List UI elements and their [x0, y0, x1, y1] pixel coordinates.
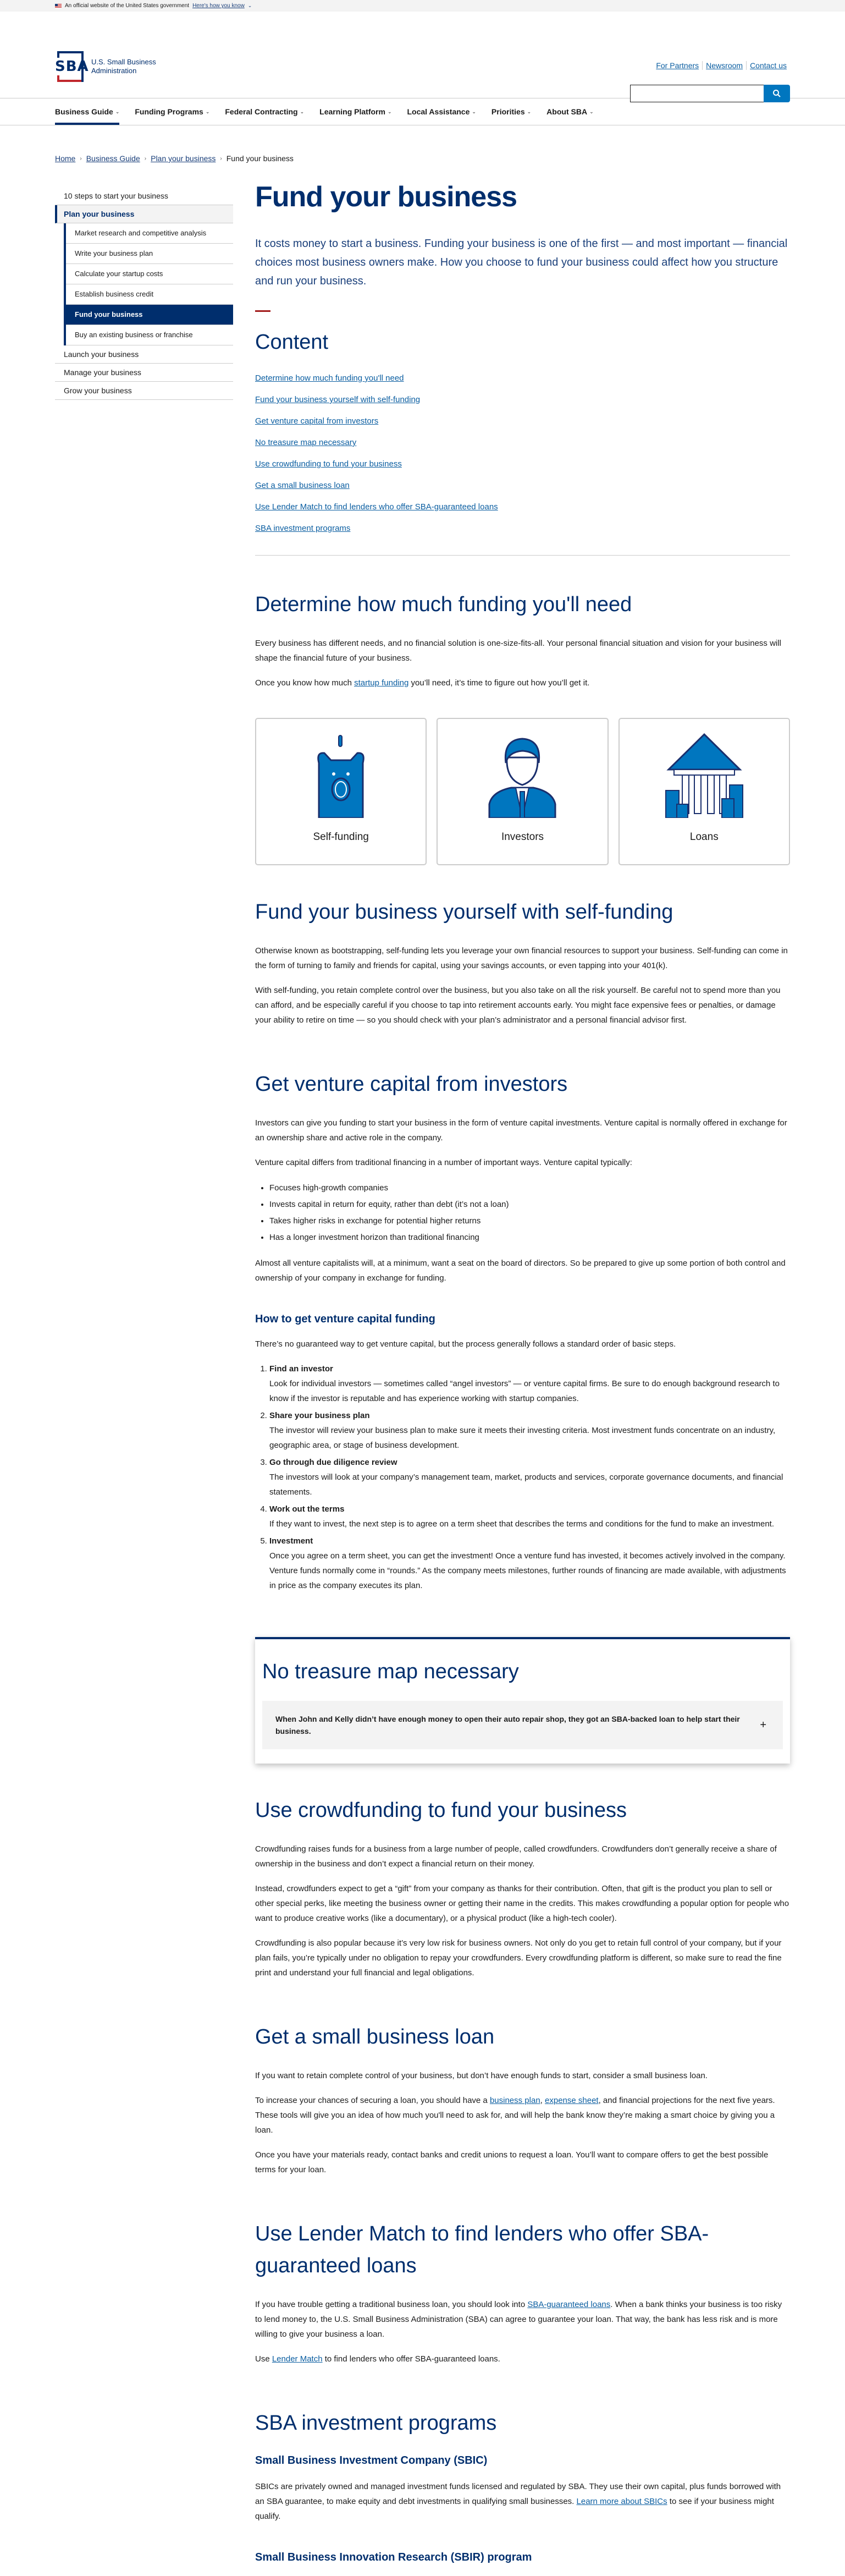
list-item: • Takes higher risks in exchange for potential higher returns	[269, 1213, 790, 1229]
startup-funding-link[interactable]: startup funding	[354, 678, 409, 688]
section-title: Fund your business yourself with self-funding	[255, 900, 673, 924]
for-partners-link[interactable]: For Partners	[656, 61, 699, 70]
heres-how-you-know-link[interactable]: Here's how you know	[192, 3, 245, 9]
sidenav-market-research[interactable]: Market research and competitive analysis	[66, 223, 233, 244]
story-accordion[interactable]	[262, 1701, 783, 1749]
paragraph: Once you know how much startup funding you’ll need, it’s time to figure out how you’ll get it.	[255, 678, 590, 688]
toc-link[interactable]: No treasure map necessary	[255, 438, 357, 447]
card-investors[interactable]	[437, 718, 608, 865]
toc-title: Content	[255, 331, 329, 354]
nav-federal-contracting[interactable]: Federal Contracting ⌄	[225, 107, 305, 116]
sba-logo-text: U.S. Small Business Administration	[91, 58, 156, 75]
sidenav-buy-existing-business[interactable]: Buy an existing business or franchise	[66, 325, 233, 345]
nav-learning-platform[interactable]: Learning Platform ⌄	[319, 107, 392, 116]
success-story-callout	[255, 1637, 790, 1764]
list-item: • Focuses high-growth companies	[269, 1180, 790, 1196]
breadcrumb-home[interactable]: Home	[55, 154, 76, 163]
business-plan-link[interactable]: business plan	[489, 2096, 540, 2105]
main-content	[255, 169, 790, 2576]
funding-cards	[255, 718, 790, 865]
sidenav-write-business-plan[interactable]: Write your business plan	[66, 244, 233, 264]
list-item: • Invests capital in return for equity, rather than debt (it’s not a loan)	[269, 1196, 790, 1213]
sidenav-10-steps[interactable]: 10 steps to start your business	[55, 187, 233, 205]
chevron-down-icon: ⌄	[589, 108, 594, 114]
sba-logo[interactable]	[55, 51, 156, 82]
step-item: 2. Share your business plan The investor will review your business plan to make sure it meets their investing criteria. Most investment funds concentrate on an industry, geographic area, or stage of business development.	[269, 1408, 790, 1453]
us-flag-icon	[55, 4, 62, 8]
sidenav-grow[interactable]: Grow your business	[55, 382, 233, 400]
red-divider	[255, 310, 270, 312]
search-form	[630, 85, 790, 102]
card-self-funding[interactable]	[255, 718, 427, 865]
chevron-right-icon: ›	[80, 155, 82, 162]
callout-title: No treasure map necessary	[262, 1660, 519, 1683]
section-lender-match	[255, 2187, 790, 2366]
section-title: Use crowdfunding to fund your business	[255, 1799, 627, 1822]
sidenav-plan-your-business[interactable]: Plan your business	[55, 205, 233, 223]
search-icon	[772, 89, 781, 98]
search-button[interactable]	[764, 85, 790, 102]
sidenav-launch[interactable]: Launch your business	[55, 345, 233, 364]
section-small-business-loan	[255, 1990, 790, 2177]
paragraph: Instead, crowdfunders expect to get a “gift” from your company as thanks for their contribution. Often, that gift is the product you plan to sell or other special perks, like meeting the business owner or getting their name in the credits. This makes crowdfunding a popular option for people who want to produce creative works (like a documentary), or a physical product (like a high-tech cooler).	[255, 1884, 789, 1923]
bank-building-icon	[655, 730, 754, 818]
subsection-title: How to get venture capital funding	[255, 1313, 435, 1325]
newsroom-link[interactable]: Newsroom	[702, 61, 746, 70]
paragraph: There’s no guaranteed way to get venture capital, but the process generally follows a standard order of basic steps.	[255, 1339, 676, 1349]
sidenav-business-credit[interactable]: Establish business credit	[66, 284, 233, 305]
accordion-text: When John and Kelly didn’t have enough money to open their auto repair shop, they got an SBA-backed loan to help start their business.	[275, 1715, 740, 1735]
side-nav	[55, 187, 233, 2576]
lender-match-link[interactable]: Lender Match	[272, 2354, 323, 2364]
chevron-down-icon: ⌄	[247, 3, 252, 8]
nav-funding-programs[interactable]: Funding Programs ⌄	[135, 107, 210, 116]
toc-link[interactable]: Get a small business loan	[255, 481, 350, 490]
list-item: • Has a longer investment horizon than traditional financing	[269, 1229, 790, 1246]
step-item: 3. Go through due diligence review The investors will look at your company’s management team, market, products and services, corporate governance documents, and financial statements.	[269, 1455, 790, 1500]
toc-link[interactable]: Determine how much funding you'll need	[255, 374, 404, 383]
chevron-down-icon: ⌄	[300, 108, 305, 114]
paragraph: With self-funding, you retain complete control over the business, but you also take on all the risk yourself. Be careful not to spend more than you can afford, and be especially careful if you choose to tap into retirement accounts early. You might face expensive fees or penalties, or damage your ability to retire on time — so you should check with your plan’s administrator and a personal financial advisor first.	[255, 986, 781, 1025]
nav-business-guide[interactable]: Business Guide ⌄	[55, 98, 119, 125]
gov-banner-text: An official website of the United States government	[65, 3, 190, 9]
section-title: Use Lender Match to find lenders who offer SBA-guaranteed loans	[255, 2222, 709, 2277]
learn-more-sbics-link[interactable]: Learn more about SBICs	[576, 2497, 667, 2506]
section-title: Determine how much funding you'll need	[255, 593, 632, 616]
section-title: Get venture capital from investors	[255, 1073, 568, 1096]
sidenav-manage[interactable]: Manage your business	[55, 364, 233, 382]
paragraph: Otherwise known as bootstrapping, self-funding lets you leverage your own financial resources to support your business. Self-funding can come in the form of turning to family and friends for capital, using your savings accounts, or even tapping into your 401(k).	[255, 946, 788, 970]
sba-logo-mark: SBA	[55, 51, 87, 82]
chevron-down-icon: ⌄	[472, 108, 476, 114]
paragraph: Almost all venture capitalists will, at a minimum, want a seat on the board of directors. So be prepared to give up some portion of both control and ownership of your company in exchange for funding.	[255, 1259, 786, 1283]
paragraph: Investors can give you funding to start your business in the form of venture capital investments. Venture capital is normally offered in exchange for an ownership share and active role in the company.	[255, 1118, 787, 1143]
card-label: Self-funding	[313, 831, 369, 843]
chevron-right-icon: ›	[220, 155, 222, 162]
section-investment-programs	[255, 2376, 790, 2564]
step-item: 1. Find an investor Look for individual investors — sometimes called “angel investors” — or venture capital firms. Be sure to do enough background research to know if the investor is reputable and has experience working with startup companies.	[269, 1361, 790, 1406]
chevron-right-icon: ›	[144, 155, 147, 162]
breadcrumb	[0, 125, 845, 169]
sba-guaranteed-loans-link[interactable]: SBA-guaranteed loans	[527, 2300, 611, 2309]
plus-icon[interactable]: +	[760, 1718, 766, 1731]
chevron-down-icon: ⌄	[527, 108, 532, 114]
contact-us-link[interactable]: Contact us	[746, 61, 790, 70]
step-item: 5. Investment Once you agree on a term sheet, you can get the investment! Once a venture fund has invested, it becomes actively involved in the company. Venture funds normally come in “rounds.” As the company meets milestones, further rounds of financing are made available, with adjustments in price as the company executes its plan.	[269, 1534, 790, 1593]
section-self-funding	[255, 865, 790, 1028]
toc-link[interactable]: Use Lender Match to find lenders who offer SBA-guaranteed loans	[255, 502, 498, 512]
main-nav	[0, 98, 845, 125]
toc-link[interactable]: Fund your business yourself with self-funding	[255, 395, 421, 404]
page-title: Fund your business	[255, 181, 517, 213]
search-input[interactable]	[630, 85, 764, 102]
toc-link[interactable]: Get venture capital from investors	[255, 416, 379, 426]
nav-about-sba[interactable]: About SBA ⌄	[546, 107, 594, 116]
chevron-down-icon: ⌄	[387, 108, 392, 114]
chevron-down-icon: ⌄	[205, 108, 210, 114]
gov-banner	[0, 0, 845, 12]
sbir-title: Small Business Innovation Research (SBIR) program	[255, 2551, 532, 2563]
section-title: Get a small business loan	[255, 2025, 495, 2048]
breadcrumb-business-guide[interactable]: Business Guide	[86, 154, 140, 163]
section-crowdfunding	[255, 1764, 790, 1980]
paragraph: SBICs are privately owned and managed investment funds licensed and regulated by SBA. They use their own capital, plus funds borrowed with an SBA guarantee, to make equity and debt investments in qualifying small businesses. Learn more about SBICs to see if your business might qualify.	[255, 2482, 781, 2521]
piggy-bank-icon	[291, 730, 390, 818]
lead-paragraph: It costs money to start a business. Funding your business is one of the first — and most important — financial choices most business owners make. How you choose to fund your business could affect how you structure and run your business.	[255, 238, 788, 287]
step-item: 4. Work out the terms If they want to invest, the next step is to agree on a term sheet that describes the terms and conditions for the fund to make an investment.	[269, 1502, 790, 1531]
paragraph: Crowdfunding is also popular because it’s very low risk for business owners. Not only do you get to retain full control of your company, but if your plan fails, you’re typically under no obligation to repay your crowdfunders. Every crowdfunding platform is different, so make sure to read the fine print and understand your full financial and legal obligations.	[255, 1938, 782, 1978]
card-loans[interactable]	[618, 718, 790, 865]
paragraph: To increase your chances of securing a loan, you should have a business plan, expense sheet, and financial projections for the next five years. These tools will give you an idea of how much you'll need to ask for, and will help the bank know they’re making a smart choice by giving you a loan.	[255, 2096, 775, 2135]
breadcrumb-current: Fund your business	[226, 154, 294, 163]
card-label: Investors	[501, 831, 544, 843]
vc-steps-list	[255, 1361, 790, 1593]
paragraph: Venture capital differs from traditional financing in a number of important ways. Venture capital typically:	[255, 1158, 632, 1167]
paragraph: Once you have your materials ready, contact banks and credit unions to request a loan. You’ll want to compare offers to get the best possible terms for your loan.	[255, 2150, 769, 2174]
section-determine	[255, 555, 790, 865]
paragraph: Use Lender Match to find lenders who offer SBA-guaranteed loans.	[255, 2354, 500, 2364]
paragraph: If you want to retain complete control of your business, but don’t have enough funds to start, consider a small business loan.	[255, 2071, 708, 2080]
nav-priorities[interactable]: Priorities ⌄	[491, 107, 532, 116]
sidenav-startup-costs[interactable]: Calculate your startup costs	[66, 264, 233, 284]
breadcrumb-plan-your-business[interactable]: Plan your business	[151, 154, 216, 163]
section-venture-capital	[255, 1037, 790, 1593]
toc-link[interactable]: Use crowdfunding to fund your business	[255, 459, 402, 469]
table-of-contents	[255, 374, 790, 533]
nav-local-assistance[interactable]: Local Assistance ⌄	[407, 107, 476, 116]
utility-links	[653, 61, 790, 70]
sbic-title: Small Business Investment Company (SBIC)	[255, 2454, 488, 2467]
investor-person-icon	[473, 730, 572, 818]
card-label: Loans	[689, 831, 719, 843]
site-header	[0, 12, 845, 98]
paragraph: Every business has different needs, and no financial solution is one-size-fits-all. Your personal financial situation and vision for your business will shape the financial future of your business.	[255, 639, 781, 663]
vc-bullet-list	[255, 1180, 790, 1246]
sidenav-fund-your-business[interactable]: Fund your business	[66, 305, 233, 325]
sidenav-sublist	[64, 223, 233, 345]
paragraph: Crowdfunding raises funds for a business from a large number of people, called crowdfunders. Crowdfunders don’t generally receive a share of ownership in the business and don’t expect a financial return on their money.	[255, 1844, 777, 1869]
section-title: SBA investment programs	[255, 2412, 497, 2435]
paragraph: If you have trouble getting a traditional business loan, you should look into SBA-guaranteed loans. When a bank thinks your business is too risky to lend money to, the U.S. Small Business Administration (SBA) can agree to guarantee your loan. That way, the bank has less risk and is more willing to give your business a loan.	[255, 2300, 782, 2339]
chevron-down-icon: ⌄	[115, 108, 120, 114]
expense-sheet-link[interactable]: expense sheet	[545, 2096, 599, 2105]
toc-link[interactable]: SBA investment programs	[255, 524, 351, 533]
